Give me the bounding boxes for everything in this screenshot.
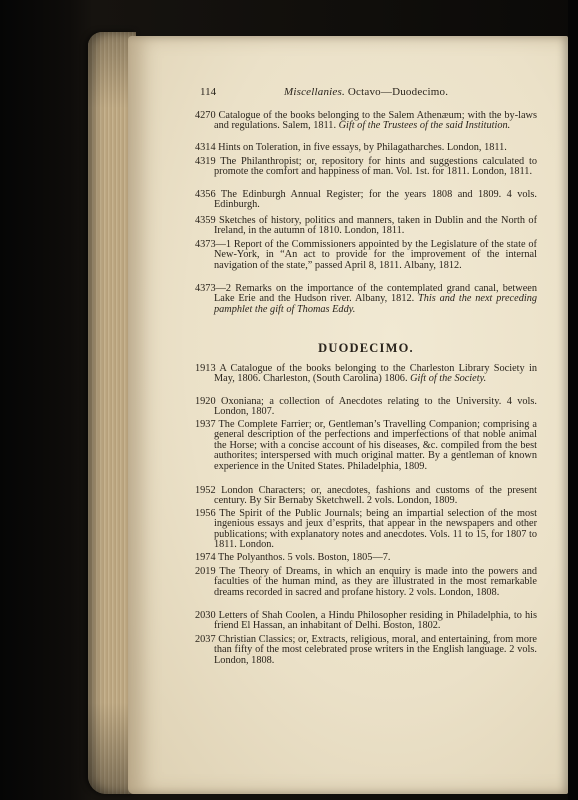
- entry-text: Oxoniana; a collection of Anecdotes relating to the University. 4 vols. London, 1807.: [214, 396, 537, 418]
- catalogue-entry: [195, 364, 537, 385]
- entry-number: 2037: [195, 634, 216, 645]
- entry-number: 4314: [195, 142, 216, 153]
- entry-number: 4359: [195, 215, 216, 226]
- entry-text: The Polyanthos. 5 vols. Boston, 1805—7.: [217, 552, 391, 563]
- running-title-rest: Octavo—Duodecimo.: [347, 86, 449, 98]
- entry-number: 4319: [195, 156, 216, 167]
- catalogue-entry: [195, 240, 537, 271]
- entry-note: Gift of the Society.: [410, 373, 487, 385]
- entry-text: Letters of Shah Coolen, a Hindu Philosopher residing in Philadelphia, to his friend El Hassan, an inhabitant of Delhi. Boston, 1802.: [214, 610, 537, 632]
- entry-text: The Spirit of the Public Journals; being an impartial selection of the most ingenious essays and jeux d’esprits, that appear in the newspapers and other publications; with explanatory notes and anecdotes. Vols. 11 to 15, for 1807 to 1811. London.: [214, 508, 538, 551]
- entry-number: 1920: [195, 396, 216, 407]
- entry-number: 1913: [195, 363, 216, 374]
- entry-text: Christian Classics; or, Extracts, religious, moral, and entertaining, from more than fifty of the most celebrated prose writers in the English language. 2 vols. London, 1808.: [214, 634, 537, 666]
- catalogue-entry: [195, 284, 537, 315]
- running-title: [284, 86, 448, 98]
- running-head: [200, 86, 536, 100]
- catalogue-entry: [195, 567, 537, 598]
- entry-number: 1937: [195, 419, 216, 430]
- entry-text: The Philanthropist; or, repository for hints and suggestions calculated to promote the comfort and happiness of man. Vol. 1st. for 1811. London, 1811.: [214, 156, 537, 178]
- entry-text: Sketches of history, politics and manners, taken in Dublin and the North of Ireland, in the autumn of 1810. London, 1811.: [214, 215, 537, 237]
- scan-border: [568, 0, 578, 800]
- catalogue-entry: [195, 420, 537, 472]
- entry-text: The Theory of Dreams, in which an enquiry is made into the powers and faculties of the human mind, as they are illustrated in the most remarkable dreams recorded in sacred and profane history. 2 vols. London, 1808.: [214, 566, 537, 598]
- entry-text: London Characters; or, anecdotes, fashions and customs of the present century. By Sir Bernaby Sketchwell. 2 vols. London, 1809.: [214, 485, 537, 507]
- entry-text: Hints on Toleration, in five essays, by Philagatharches. London, 1811.: [218, 142, 507, 153]
- entry-text: The Complete Farrier; or, Gentleman’s Travelling Companion; comprising a general description of the perfections and imperfections of that noble animal the Horse; with a concise account of his diseases, &c. compiled from the best authorites; interspersed with much original matter. By a gentleman of known experience in the United States. Philadelphia, 1809.: [214, 419, 538, 472]
- entry-text: The Edinburgh Annual Register; for the years 1808 and 1809. 4 vols. Edinburgh.: [214, 189, 537, 211]
- section-heading-duodecimo: DUODECIMO.: [318, 341, 414, 355]
- catalogue-entry: [195, 190, 537, 211]
- entry-text: A Catalogue of the books belonging to the Charleston Library Society in May, 1806. Charleston, (South Carolina) 1806.: [214, 363, 537, 385]
- entry-number: 1956: [195, 508, 216, 519]
- entry-number: 4373—2: [195, 283, 232, 294]
- catalogue-entry: [195, 611, 537, 632]
- running-title-italic: Miscellanies.: [284, 86, 345, 98]
- catalogue-entry: [195, 111, 537, 132]
- catalogue-entry: [195, 486, 537, 507]
- entry-text: Remarks on the importance of the contemplated grand canal, between Lake Erie and the Hudson river. Albany, 1812.: [214, 283, 537, 305]
- catalogue-entry: [195, 216, 537, 237]
- entry-note: This and the next preceding pamphlet the gift of Thomas Eddy.: [214, 293, 538, 315]
- entry-number: 1952: [195, 485, 216, 496]
- catalogue-entry: [195, 553, 537, 563]
- page-number: 114: [200, 86, 217, 98]
- catalogue-entry: [195, 509, 537, 551]
- entry-note: Gift of the Trustees of the said Institution.: [338, 120, 511, 132]
- catalogue-entry: [195, 143, 537, 153]
- catalogue-entry: [195, 635, 537, 666]
- catalogue-entry: [195, 397, 537, 418]
- entry-text: Report of the Commissioners appointed by the Legislature of the state of New-York, in “An act to provide for the improvement of the internal navigation of the state,” passed April 8, 1811. Albany, 1812.: [214, 239, 537, 271]
- catalogue-entry: [195, 157, 537, 178]
- entry-number: 4356: [195, 189, 216, 200]
- entry-number: 2030: [195, 610, 216, 621]
- entry-number: 4270: [195, 110, 216, 121]
- entry-number: 4373—1: [195, 239, 232, 250]
- entry-number: 2019: [195, 566, 216, 577]
- entry-text: Catalogue of the books belonging to the Salem Athenæum; with the by-laws and regulations. Salem, 1811.: [214, 110, 537, 132]
- entry-number: 1974: [195, 552, 216, 563]
